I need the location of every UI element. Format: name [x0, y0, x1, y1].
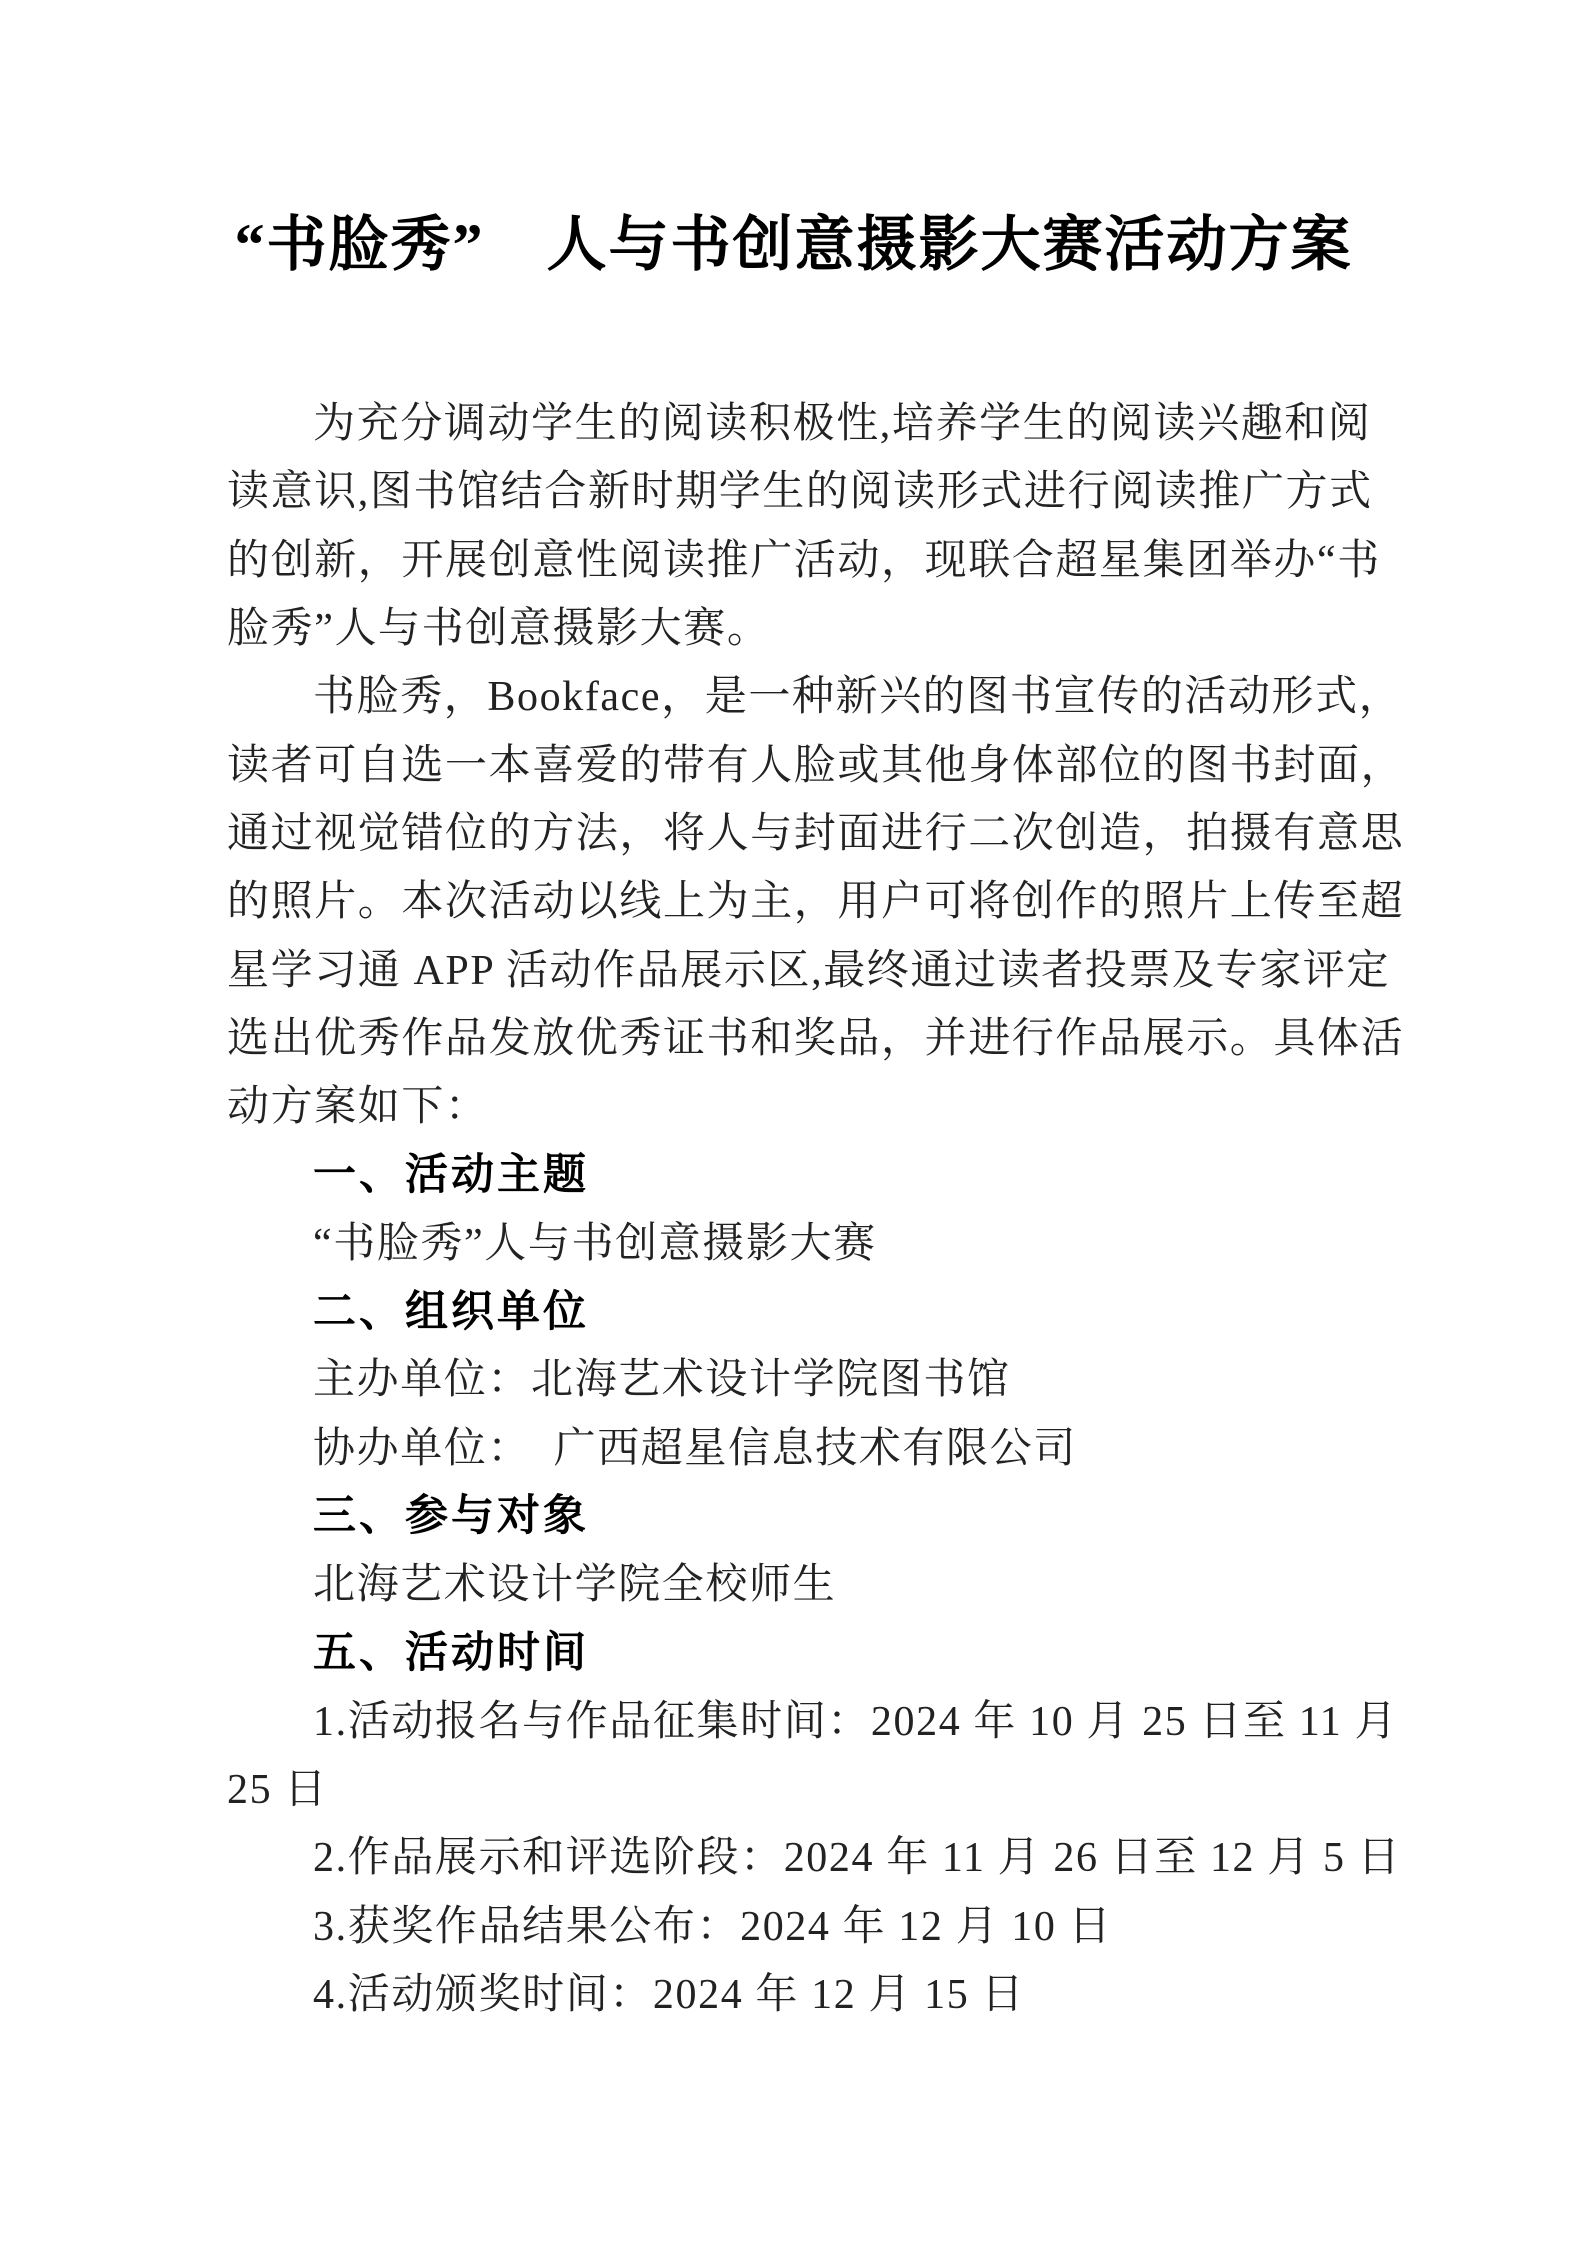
document-title: “书脸秀” 人与书创意摄影大赛活动方案	[234, 212, 1353, 278]
body-line-schedule-item-4: 4.活动颁奖时间：2024 年 12 月 15 日	[313, 1971, 1026, 2018]
section-heading-participants: 三、参与对象	[313, 1492, 589, 1541]
section-heading-schedule: 五、活动时间	[313, 1628, 589, 1677]
section-heading-activity-theme: 一、活动主题	[313, 1150, 589, 1199]
body-line: 选出优秀作品发放优秀证书和奖品，并进行作品展示。具体活	[227, 1015, 1405, 1062]
body-line: 星学习通 APP 活动作品展示区,最终通过读者投票及专家评定	[227, 947, 1390, 994]
body-line: 的照片。本次活动以线上为主，用户可将创作的照片上传至超	[227, 879, 1405, 926]
body-line-schedule-item-3: 3.获奖作品结果公布：2024 年 12 月 10 日	[313, 1903, 1113, 1950]
body-line: 的创新，开展创意性阅读推广活动，现联合超星集团举办“书	[227, 537, 1381, 584]
body-line-co-organizer: 协办单位： 广西超星信息技术有限公司	[313, 1425, 1077, 1472]
body-line-schedule-item-1-cont: 25 日	[227, 1767, 328, 1814]
section-heading-organizers: 二、组织单位	[313, 1287, 589, 1336]
document-body	[227, 386, 1405, 2025]
body-line: 读者可自选一本喜爱的带有人脸或其他身体部位的图书封面，	[227, 742, 1405, 789]
body-line-schedule-item-2: 2.作品展示和评选阶段：2024 年 11 月 26 日至 12 月 5 日	[313, 1835, 1402, 1882]
body-line: 通过视觉错位的方法，将人与封面进行二次创造，拍摄有意思	[227, 810, 1405, 857]
body-line: 书脸秀，Bookface，是一种新兴的图书宣传的活动形式，	[313, 674, 1403, 721]
body-line: 脸秀”人与书创意摄影大赛。	[227, 606, 771, 653]
body-line-schedule-item-1: 1.活动报名与作品征集时间：2024 年 10 月 25 日至 11 月	[313, 1698, 1399, 1745]
body-line-host-unit: 主办单位：北海艺术设计学院图书馆	[313, 1357, 1011, 1404]
body-line-participants: 北海艺术设计学院全校师生	[313, 1562, 837, 1609]
body-line: 动方案如下：	[227, 1084, 489, 1131]
body-line: 读意识,图书馆结合新时期学生的阅读形式进行阅读推广方式	[227, 469, 1373, 516]
body-line: “书脸秀”人与书创意摄影大赛	[313, 1220, 877, 1267]
body-line: 为充分调动学生的阅读积极性,培养学生的阅读兴趣和阅	[313, 401, 1372, 448]
